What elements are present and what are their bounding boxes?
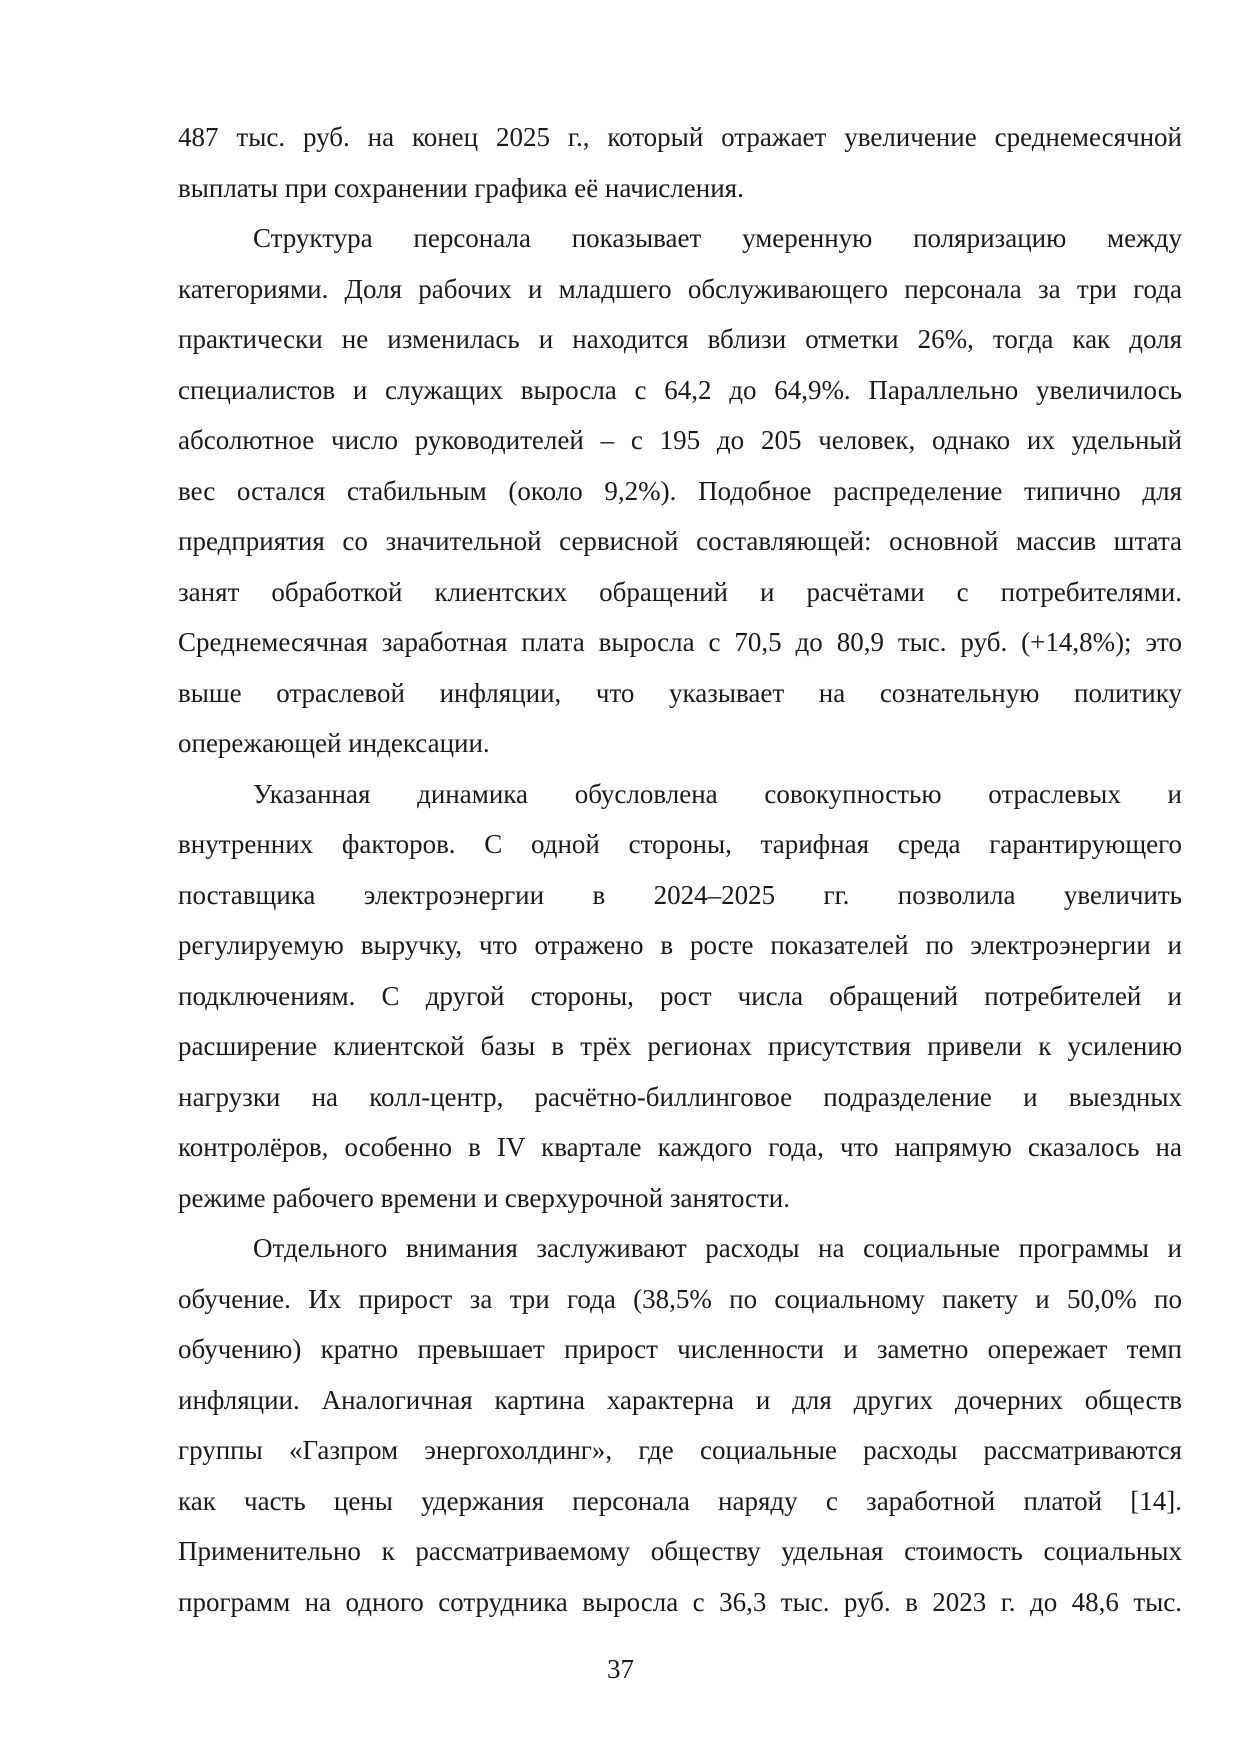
page-number: 37 [607, 1654, 634, 1684]
text-line: практически не изменилась и находится вблизи отметки 26%, тогда как доля [178, 324, 1182, 354]
text-line: внутренних факторов. С одной стороны, тарифная среда гарантирующего [178, 829, 1182, 859]
text-line: занят обработкой клиентских обращений и расчётами с потребителями. [178, 576, 1182, 607]
text-line: обучению) кратно превышает прирост численности и заметно опережает темп [178, 1334, 1182, 1364]
text-line: специалистов и служащих выросла с 64,2 до 64,9%. Параллельно увеличилось [178, 374, 1182, 405]
text-line: как часть цены удержания персонала наряду с заработной платой [14]. [178, 1485, 1182, 1516]
text-line: вес остался стабильным (около 9,2%). Подобное распределение типично для [178, 475, 1182, 506]
text-line: регулируемую выручку, что отражено в росте показателей по электроэнергии и [178, 930, 1182, 960]
text-line: поставщика электроэнергии в 2024–2025 гг. позволила увеличить [178, 879, 1182, 910]
text-line: категориями. Доля рабочих и младшего обслуживающего персонала за три года [178, 273, 1182, 304]
text-line: контролёров, особенно в IV квартале каждого года, что напрямую сказалось на [178, 1132, 1182, 1162]
text-line: обучение. Их прирост за три года (38,5% по социальному пакету и 50,0% по [178, 1283, 1182, 1314]
document-body [178, 112, 1182, 1627]
text-line: 487 тыс. руб. на конец 2025 г., который отражает увеличение среднемесячной [178, 122, 1182, 152]
text-line: выплаты при сохранении графика её начисления. [178, 172, 744, 203]
text-line: Отдельного внимания заслуживают расходы на социальные программы и [253, 1233, 1182, 1263]
text-line: режиме рабочего времени и сверхурочной занятости. [178, 1182, 790, 1213]
text-line: выше отраслевой инфляции, что указывает на сознательную политику [178, 677, 1182, 708]
text-line: расширение клиентской базы в трёх регионах присутствия привели к усилению [178, 1031, 1182, 1061]
text-line: Указанная динамика обусловлена совокупностью отраслевых и [253, 778, 1182, 809]
text-line: предприятия со значительной сервисной составляющей: основной массив штата [178, 526, 1182, 556]
text-line: абсолютное число руководителей – с 195 до 205 человек, однако их удельный [178, 425, 1182, 455]
text-line: Применительно к рассматриваемому обществу удельная стоимость социальных [178, 1536, 1182, 1566]
text-line: нагрузки на колл-центр, расчётно-биллинговое подразделение и выездных [178, 1081, 1182, 1112]
text-line: опережающей индексации. [178, 728, 490, 758]
text-line: группы «Газпром энергохолдинг», где социальные расходы рассматриваются [178, 1435, 1182, 1465]
text-line: Структура персонала показывает умеренную поляризацию между [253, 223, 1182, 253]
text-line: подключениям. С другой стороны, рост числа обращений потребителей и [178, 980, 1182, 1011]
text-line: инфляции. Аналогичная картина характерна и для других дочерних обществ [178, 1384, 1182, 1415]
text-line: программ на одного сотрудника выросла с 36,3 тыс. руб. в 2023 г. до 48,6 тыс. [178, 1586, 1182, 1617]
text-line: Среднемесячная заработная плата выросла с 70,5 до 80,9 тыс. руб. (+14,8%); это [178, 627, 1182, 657]
